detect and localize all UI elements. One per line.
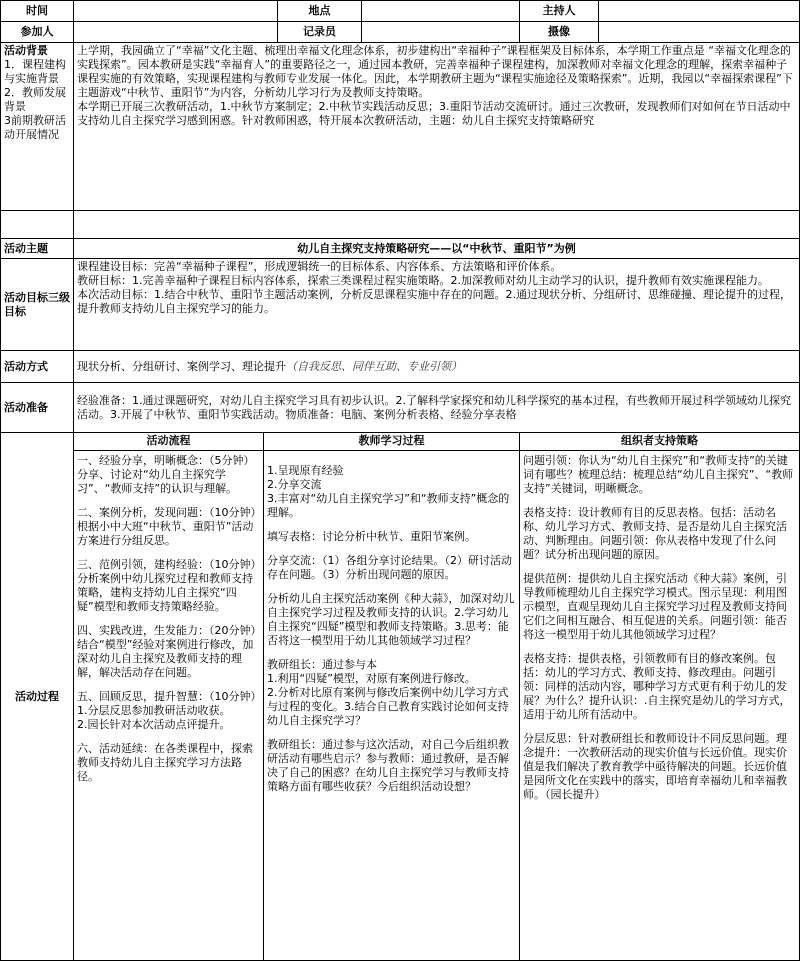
place-label: 地点 <box>278 1 362 22</box>
process-label: 活动过程 <box>1 433 74 961</box>
background-label-cell <box>1 43 74 211</box>
teacher-step: 填写表格：讨论分析中秋节、重阳节案例。 <box>267 530 476 543</box>
teacher-step: 3.丰富对“幼儿自主探究学习”和“教师支持”概念的理解。 <box>267 492 510 519</box>
process-step: 分析案例中幼儿探究过程和教师支持策略，建构支持幼儿自主探究“四疑”模型和教师支持策略经验。 <box>77 572 253 613</box>
teacher-step: 2.分析对比原有案例与修改后案例中幼儿学习方式与过程的变化。3.结合自己教育实践讨论如何支持幼儿自主探究学习？ <box>267 686 509 727</box>
participants-label: 参加人 <box>1 22 74 43</box>
process-col2 <box>264 451 520 961</box>
time-value <box>74 1 278 22</box>
preparation-value: 经验准备：1.通过课题研究，对幼儿自主探究学习具有初步认识。2.了解科学家探究和幼儿科学探究的基本过程，有些教师开展过科学领域幼儿探究活动。3.开展了中秋节、重阳节实践活动。物质准备：电脑、案例分析表格、经验分享表格 <box>74 383 800 433</box>
teacher-step: 分析幼儿自主探究活动案例《种大蒜》，加深对幼儿自主探究学习过程及教师支持的认识。2.学习幼儿自主探究“四疑”模型和教师支持策略。3.思考：能否将这一模型用于幼儿其他领域学习过程？ <box>267 592 515 647</box>
organizer-strategy: 表格支持：设计教师有目的反思表格。包括：活动名称、幼儿学习方式、教师支持、是否是幼儿自主探究活动、判断理由。问题引领：你从表格中发现了什么问题？试分析出现问题的原因。 <box>523 506 787 561</box>
process-step: 二、案例分析，发现问题：（10分钟） <box>77 506 262 519</box>
background-text-1: 上学期，我园确立了“幸福”文化主题、梳理出幸福文化理念体系，初步建构出“幸福种子”课程框架及目标体系，本学期工作重点是 “幸福文化理念的实践探索”。园本教研是实践“幸福育人”的重要路径之一，通过园本教研，完善幸福种子课程建构，加深教师对幸福文化理念的理解，探索幸福种子课程实施的有效策略，实现课程建构与教师专业发展一体化。因此，本学期教研主题为“课程实施途径及策略探索”。近期，我园以“幸福探索课程”下主题游戏“中秋节、重阳节”为内容，分析幼儿学习行为及教师支持策略。 <box>77 44 793 99</box>
teacher-step: 1.利用“四疑”模型，对原有案例进行修改。 <box>267 672 476 685</box>
recorder-value <box>362 22 520 43</box>
teacher-step: 2.分享交流 <box>267 478 322 491</box>
teacher-step: 分享交流：（1）各组分享讨论结果。（2）研讨活动存在问题。（3）分析出现问题的原因。 <box>267 554 512 581</box>
spacer-left <box>1 211 74 239</box>
camera-label: 摄像 <box>520 22 599 43</box>
process-step: 2.园长针对本次活动点评提升。 <box>77 718 231 731</box>
teacher-step: 教研组长：通过参与这次活动，对自己今后组织教研活动有哪些启示？参与教师：通过教研，是否解决了自己的困惑？在幼儿自主探究学习与教师支持策略方面有哪些收获？今后组织活动设想？ <box>267 738 509 793</box>
teacher-step: 1.呈现原有经验 <box>267 464 344 477</box>
spacer-right <box>74 211 800 239</box>
process-step: 一、经验分享，明晰概念：（5分钟） <box>77 454 255 467</box>
process-step: 根据小中大班“中秋节、重阳节”活动方案进行分组反思。 <box>77 520 254 547</box>
goals-text-2: 教研目标：1.完善幸福种子课程目标内容体系，探索三类课程过程实施策略。2.加深教师对幼儿主动学习的认识，提升教师有效实施课程能力。 <box>77 274 769 287</box>
process-step: 五、回顾反思，提升智慧：（10分钟） <box>77 690 262 703</box>
process-step: 六、活动延续：在各类课程中，探索教师支持幼儿自主探究学习方法路径。 <box>77 742 253 783</box>
process-step: 分享、讨论对“幼儿自主探究学习”、“教师支持”的认识与理解。 <box>77 468 238 495</box>
process-step: 四、实践改进，生发能力：（20分钟） <box>77 624 262 637</box>
host-value <box>599 1 800 22</box>
method-content <box>74 351 800 383</box>
process-step: 三、范例引领，建构经验：（10分钟） <box>77 558 262 571</box>
background-text-2: 本学期已开展三次教研活动，1.中秋节方案制定；2.中秋节实践活动反思；3.重阳节活动交流研讨。通过三次教研，发现教师们对如何在节日活动中支持幼儿自主探究学习感到困惑。针对教师困惑，特开展本次教研活动，主题：幼儿自主探究支持策略研究 <box>77 100 791 127</box>
process-step: 结合“模型”经验对案例进行修改，加深对幼儿自主探究及教师支持的理解，解决活动存在问题。 <box>77 638 254 679</box>
recorder-label: 记录员 <box>278 22 362 43</box>
time-label: 时间 <box>1 1 74 22</box>
goals-content <box>74 259 800 351</box>
process-col1 <box>74 451 264 961</box>
organizer-strategy: 表格支持：提供表格，引领教师有目的修改案例。包括：幼儿的学习方式、教师支持、修改理由。问题引领：同样的活动内容，哪种学习方式更有利于幼儿的发展？为什么？提升认识：.自主探究是幼儿的学习方式，适用于幼儿所有活动中。 <box>523 652 791 721</box>
organizer-strategy: 提供范例：提供幼儿自主探究活动《种大蒜》案例，引导教师梳理幼儿自主探究学习模式。图示呈现：利用图示模型，直观呈现幼儿自主探究学习过程及教师支持间它们之间相互融合、相互促进的关系。问题引领：能否将这一模型用于幼儿其他领域学习过程？ <box>523 572 787 641</box>
goals-label: 活动目标三级目标 <box>1 259 74 351</box>
process-col1-header: 活动流程 <box>74 433 264 451</box>
method-value: 现状分析、分组研讨、案例学习、理论提升 <box>77 359 286 373</box>
process-step: 1.分层反思参加教研活动收获。 <box>77 704 231 717</box>
camera-value <box>599 22 800 43</box>
background-item-2: 2．教师发展背景 <box>4 86 66 113</box>
host-label: 主持人 <box>520 1 599 22</box>
goals-text-3: 本次活动目标：1.结合中秋节、重阳节主题活动案例，分析反思课程实施中存在的问题。2.通过现状分析、分组研讨、思维碰撞、理论提升的过程，提升教师支持幼儿自主探究学习的能力。 <box>77 288 791 315</box>
place-value <box>362 1 520 22</box>
theme-value: 幼儿自主探究支持策略研究——以“中秋节、重阳节”为例 <box>74 239 800 259</box>
method-note: （自我反思、同伴互助、专业引领） <box>286 359 462 373</box>
method-label: 活动方式 <box>1 351 74 383</box>
background-item-3: 3前期教研活动开展情况 <box>4 114 66 141</box>
theme-label: 活动主题 <box>1 239 74 259</box>
background-item-1: 1．课程建构与实施背景 <box>4 58 66 85</box>
teacher-step: 教研组长：通过参与本 <box>267 658 377 671</box>
background-title: 活动背景 <box>4 44 48 57</box>
preparation-label: 活动准备 <box>1 383 74 433</box>
process-col3 <box>520 451 800 961</box>
organizer-strategy: 分层反思：针对教研组长和教师设计不同反思问题。理念提升：一次教研活动的现实价值与长远价值。现实价值是我们解决了教育教学中亟待解决的问题。长远价值是园所文化在实践中的落实，即培育幸福幼儿和幸福教师。（园长提升） <box>523 732 787 801</box>
organizer-strategy: 问题引领：你认为“幼儿自主探究”和“教师支持”的关键词有哪些？梳理总结：梳理总结“幼儿自主探究”、“教师支持”关键词，明晰概念。 <box>523 454 794 495</box>
process-col3-header: 组织者支持策略 <box>520 433 800 451</box>
background-content <box>74 43 800 211</box>
goals-text-1: 课程建设目标：完善“幸福种子课程”，形成逻辑统一的目标体系、内容体系、方法策略和评价体系。 <box>77 260 562 273</box>
process-col2-header: 教师学习过程 <box>264 433 520 451</box>
participants-value <box>74 22 278 43</box>
